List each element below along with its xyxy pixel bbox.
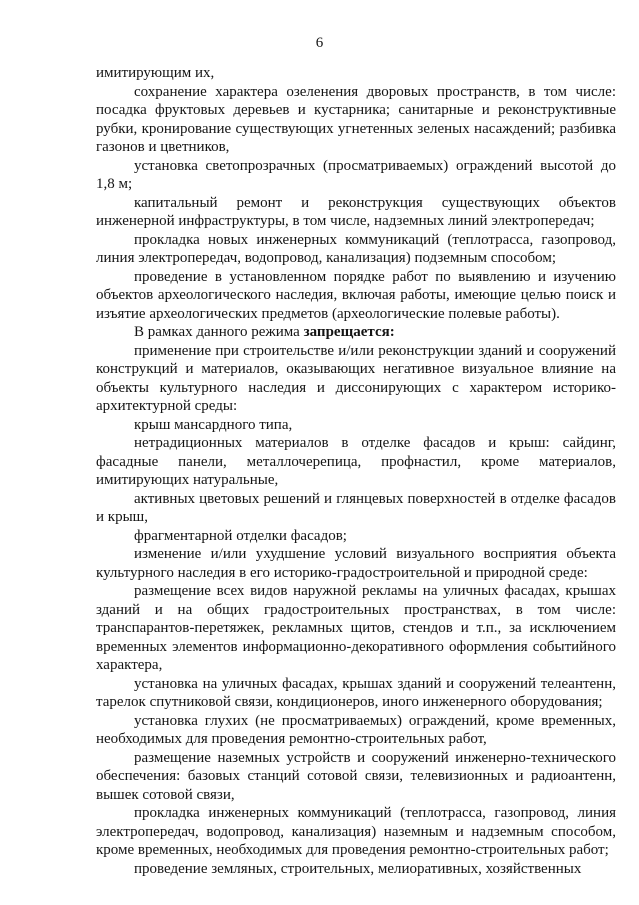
- paragraph: сохранение характера озеленения дворовых пространств, в том числе: посадка фруктовых деревьев и кустарника; санитарные и реконструктивные рубки, кронирование существующих угнетенных зеленых насаждений; разбивка газонов и цветников,: [96, 83, 616, 155]
- paragraph: имитирующим их,: [96, 65, 215, 81]
- paragraph: установка глухих (не просматриваемых) ограждений, кроме временных, необходимых для проведения ремонтно-строительных работ,: [96, 712, 616, 747]
- regime-text: В рамках данного режима: [134, 324, 300, 340]
- paragraph: нетрадиционных материалов в отделке фасадов и крыш: сайдинг, фасадные панели, металлочерепица, профнастил, кроме материалов, имитирующих натуральные,: [96, 435, 616, 488]
- document-body: [96, 64, 616, 878]
- paragraph: фрагментарной отделки фасадов;: [134, 527, 347, 544]
- page-number: 6: [315, 35, 324, 51]
- paragraph: активных цветовых решений и глянцевых поверхностей в отделке фасадов и крыш,: [96, 490, 616, 525]
- paragraph: прокладка новых инженерных коммуникаций (теплотрасса, газопровод, линия электропередач, водопровод, канализация) подземным способом;: [96, 231, 616, 266]
- paragraph: размещение наземных устройств и сооружений инженерно-технического обеспечения: базовых станций сотовой связи, телевизионных и радиоантенн, вышек сотовой связи,: [96, 749, 616, 803]
- paragraph: применение при строительстве и/или реконструкции зданий и сооружений конструкций и материалов, оказывающих негативное визуальное влияние на объекты культурного наследия и диссонирующих с характером историко-архитектурной среды:: [96, 342, 616, 414]
- paragraph: установка светопрозрачных (просматриваемых) ограждений высотой до 1,8 м;: [96, 157, 616, 192]
- paragraph: крыш мансардного типа,: [134, 416, 293, 433]
- paragraph: изменение и/или ухудшение условий визуального восприятия объекта культурного наследия в его историко-градостроительной и природной среде:: [96, 546, 616, 581]
- paragraph: установка на уличных фасадах, крышах зданий и сооружений телеантенн, тарелок спутниковой связи, кондиционеров, иного инженерного оборудования;: [96, 675, 616, 710]
- regime-prohibited-bold: запрещается:: [303, 324, 395, 340]
- paragraph: проведение земляных, строительных, мелиоративных, хозяйственных: [134, 860, 582, 877]
- paragraph: размещение всех видов наружной рекламы на уличных фасадах, крышах зданий и на общих градостроительных пространствах, в том числе: транспарантов-перетяжек, рекламных щитов, стендов и т.п., за исключением временных элементов информационно-декоративного оформления событийного характера,: [96, 583, 616, 673]
- paragraph: проведение в установленном порядке работ по выявлению и изучению объектов археологического наследия, включая работы, имеющие целью поиск и изъятие археологических предметов (археологические полевые работы).: [96, 268, 616, 322]
- regime-paragraph: [96, 323, 616, 342]
- paragraph: прокладка инженерных коммуникаций (теплотрасса, газопровод, линия электропередач, водопровод, канализация) наземным и надземным способом, кроме временных, необходимых для проведения ремонтно-строительных работ;: [96, 805, 616, 858]
- paragraph: капитальный ремонт и реконструкция существующих объектов инженерной инфраструктуры, в том числе, надземных линий электропередач;: [96, 194, 616, 229]
